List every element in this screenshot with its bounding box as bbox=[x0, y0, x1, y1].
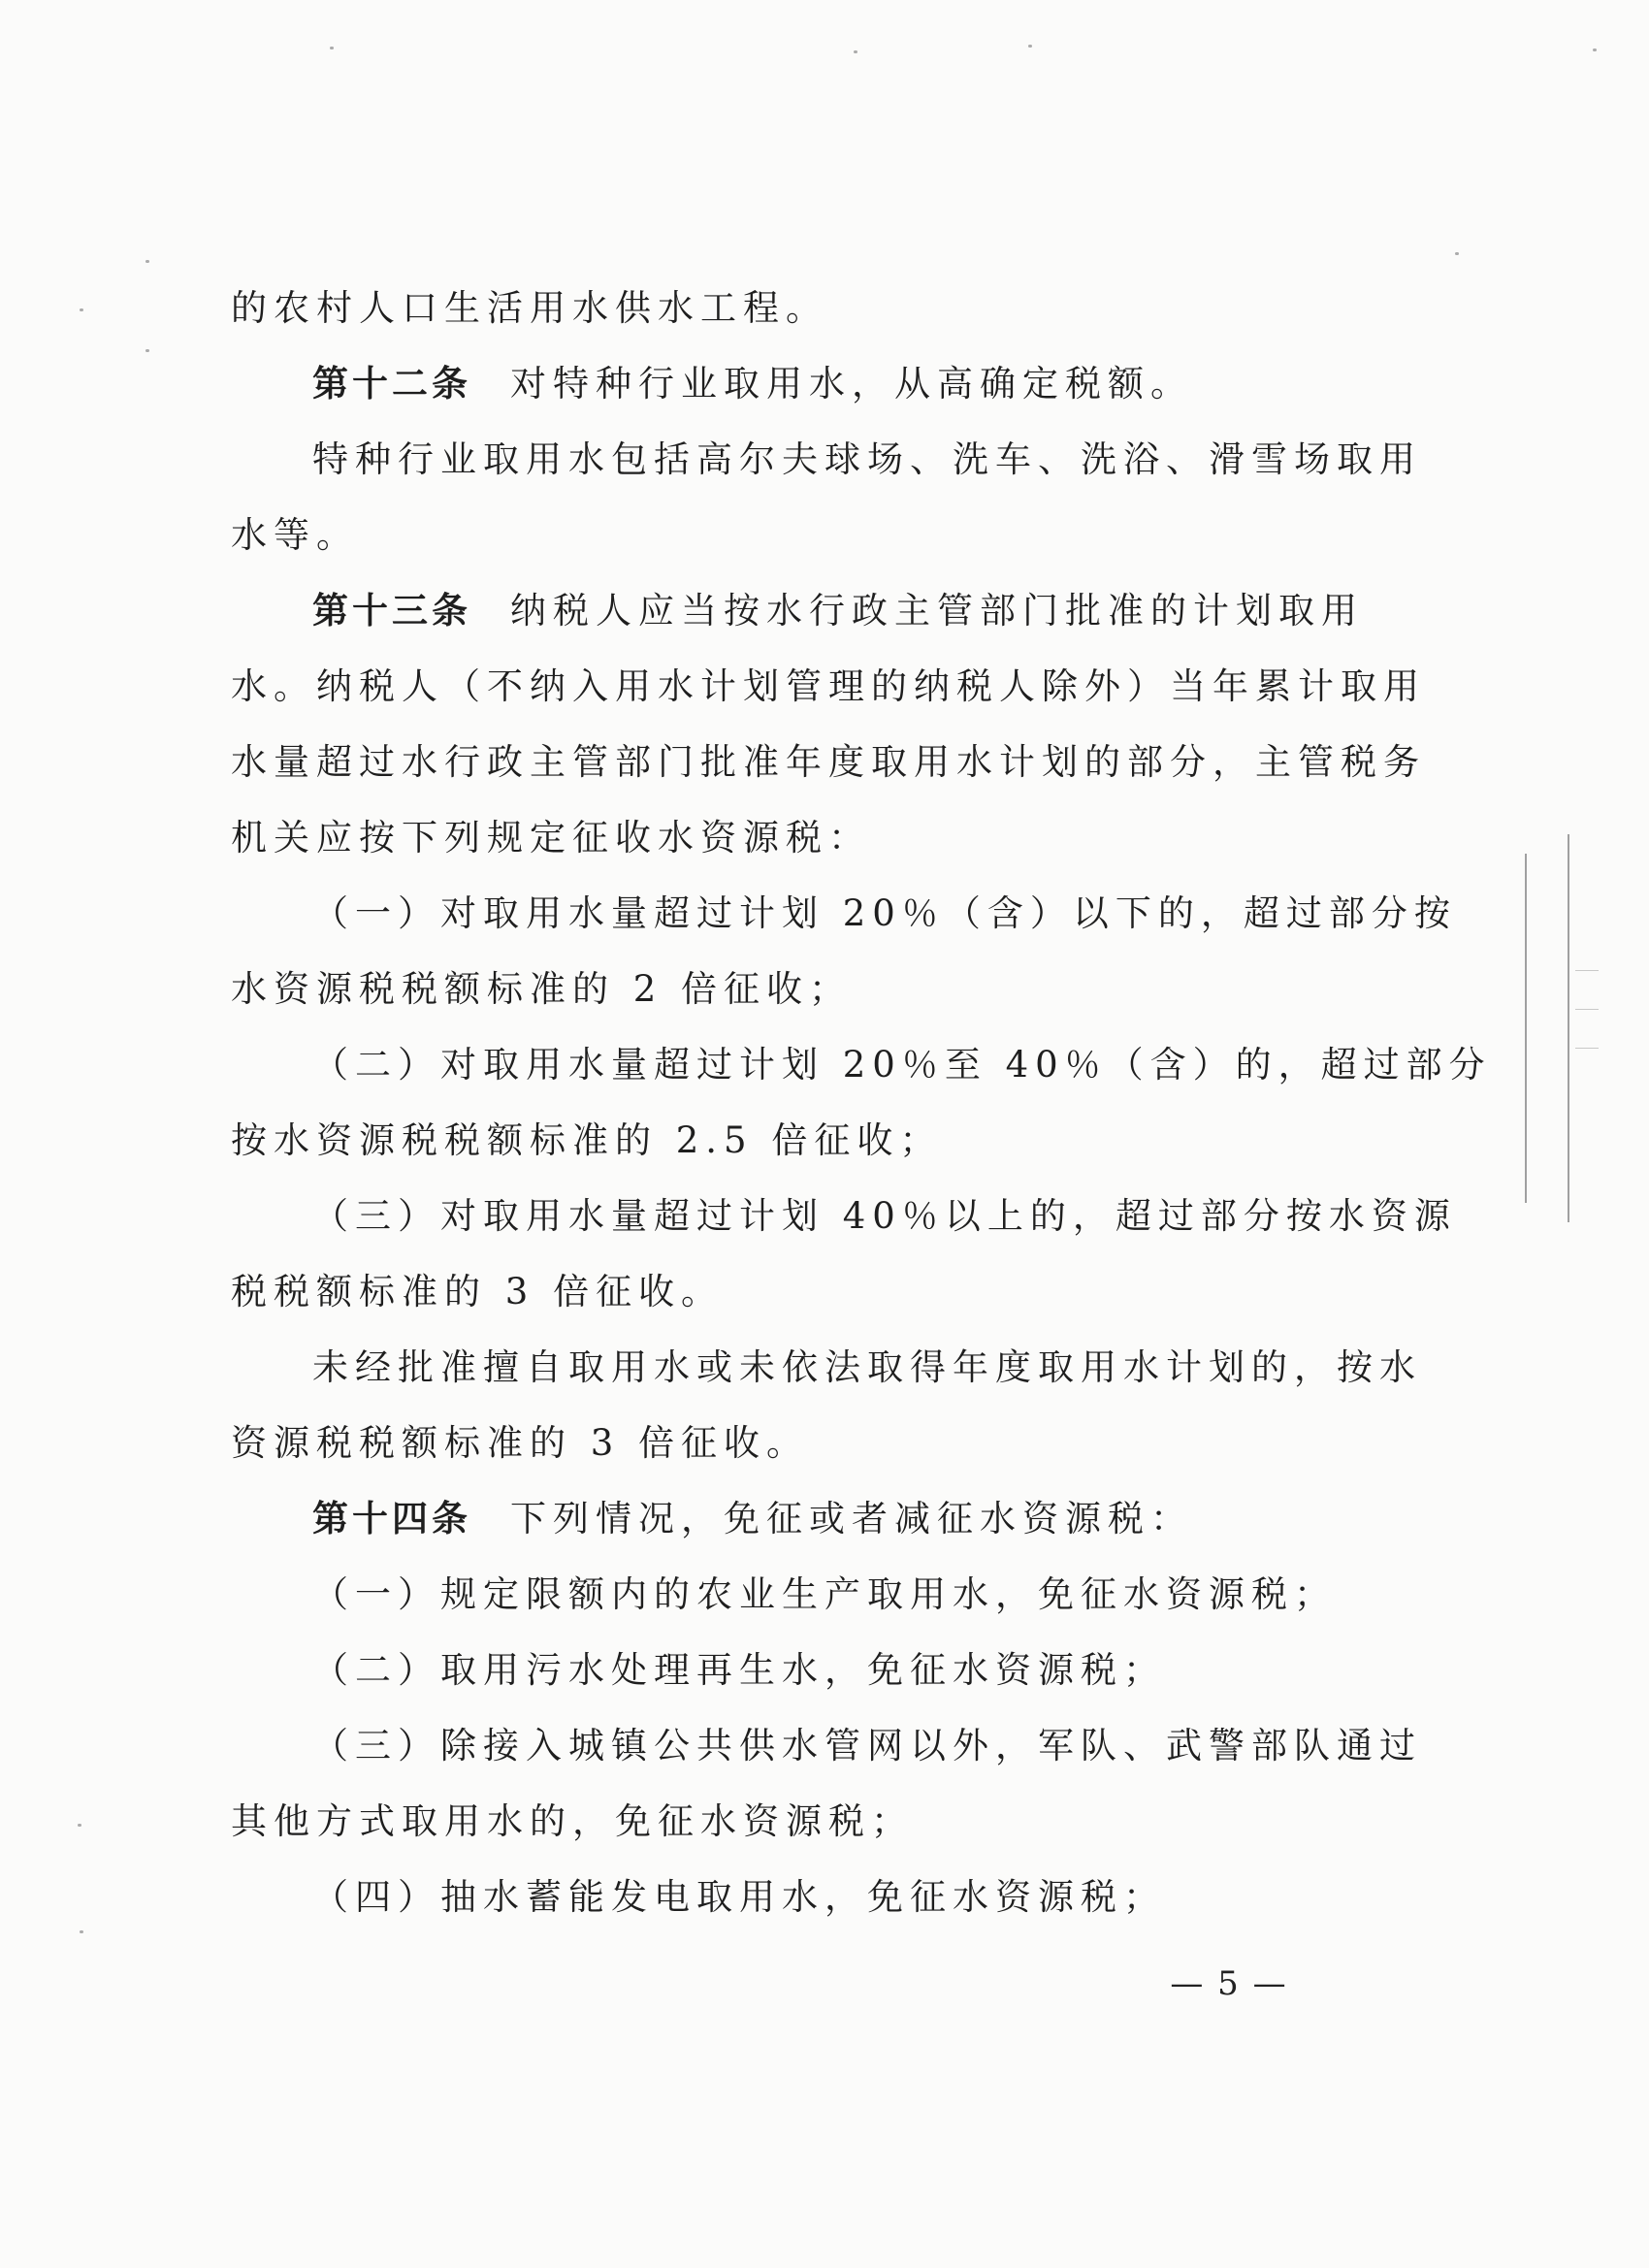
page-number: — 5 — bbox=[1170, 1964, 1288, 2003]
line-text: 对特种行业取用水，从高确定税额。 bbox=[510, 363, 1193, 405]
scan-edge-mark bbox=[1525, 854, 1527, 1203]
scan-speck bbox=[330, 47, 334, 49]
line-text: 特种行业取用水包括高尔夫球场、洗车、洗浴、滑雪场取用 bbox=[312, 438, 1422, 480]
text-line bbox=[231, 350, 1337, 426]
line-text: 资源税税额标准的 3 倍征收。 bbox=[231, 1422, 810, 1464]
line-text: 水资源税税额标准的 2 倍征收； bbox=[231, 968, 853, 1010]
text-line bbox=[231, 1334, 1422, 1409]
scan-speck bbox=[1455, 252, 1459, 255]
text-line bbox=[231, 577, 1364, 653]
scan-speck bbox=[80, 308, 83, 311]
text-line bbox=[231, 1485, 1337, 1561]
text-line bbox=[231, 1409, 1337, 1485]
line-text: 水量超过水行政主管部门批准年度取用水计划的部分，主管税务 bbox=[231, 741, 1426, 783]
text-line bbox=[231, 1788, 1337, 1863]
line-text: （四）抽水蓄能发电取用水，免征水资源税； bbox=[312, 1876, 1166, 1918]
text-line bbox=[231, 653, 1426, 729]
text-line bbox=[231, 880, 1457, 956]
text-line bbox=[231, 1183, 1457, 1258]
scan-speck bbox=[146, 260, 149, 263]
scan-edge-mark bbox=[1575, 1009, 1599, 1010]
text-line bbox=[231, 1107, 1337, 1183]
text-line bbox=[231, 956, 1337, 1031]
text-line bbox=[231, 729, 1426, 804]
text-line bbox=[231, 1863, 1337, 1939]
line-text: （一）对取用水量超过计划 20％（含）以下的，超过部分按 bbox=[312, 892, 1457, 934]
line-text: 税税额标准的 3 倍征收。 bbox=[231, 1271, 725, 1312]
line-text: （三）除接入城镇公共供水管网以外，军队、武警部队通过 bbox=[312, 1725, 1422, 1766]
article-heading: 第十四条 bbox=[312, 1498, 471, 1539]
line-text: 未经批准擅自取用水或未依法取得年度取用水计划的，按水 bbox=[312, 1346, 1422, 1388]
line-text: 纳税人应当按水行政主管部门批准的计划取用 bbox=[510, 590, 1364, 632]
document-body bbox=[231, 275, 1492, 1939]
line-text: （二）取用污水处理再生水，免征水资源税； bbox=[312, 1649, 1166, 1691]
text-line bbox=[231, 426, 1422, 502]
scan-edge-mark bbox=[1568, 834, 1569, 1222]
line-text: 机关应按下列规定征收水资源税： bbox=[231, 817, 871, 859]
line-text: 水。纳税人（不纳入用水计划管理的纳税人除外）当年累计取用 bbox=[231, 665, 1426, 707]
text-line bbox=[231, 1258, 1337, 1334]
text-line bbox=[231, 502, 1337, 577]
scan-speck bbox=[80, 1930, 83, 1933]
text-line bbox=[231, 804, 1337, 880]
line-text: （二）对取用水量超过计划 20％至 40％（含）的，超过部分 bbox=[312, 1044, 1492, 1085]
line-text: 按水资源税税额标准的 2.5 倍征收； bbox=[231, 1119, 943, 1161]
line-text: （一）规定限额内的农业生产取用水，免征水资源税； bbox=[312, 1573, 1337, 1615]
line-text: 的农村人口生活用水供水工程。 bbox=[231, 287, 828, 329]
line-text: 下列情况，免征或者减征水资源税： bbox=[510, 1498, 1193, 1539]
line-text: 其他方式取用水的，免征水资源税； bbox=[231, 1800, 914, 1842]
scan-edge-mark bbox=[1575, 1048, 1599, 1049]
text-line bbox=[231, 1561, 1337, 1636]
text-line bbox=[231, 1636, 1337, 1712]
scan-speck bbox=[1593, 49, 1597, 51]
scan-speck bbox=[1028, 45, 1032, 48]
text-line bbox=[231, 275, 1337, 350]
article-heading: 第十二条 bbox=[312, 363, 471, 405]
line-text: 水等。 bbox=[231, 514, 359, 556]
scan-speck bbox=[78, 1824, 81, 1827]
text-line bbox=[231, 1031, 1492, 1107]
scan-edge-mark bbox=[1575, 970, 1599, 971]
line-text: （三）对取用水量超过计划 40％以上的，超过部分按水资源 bbox=[312, 1195, 1457, 1237]
text-line bbox=[231, 1712, 1422, 1788]
scan-speck bbox=[854, 50, 857, 53]
scan-speck bbox=[146, 349, 149, 352]
article-heading: 第十三条 bbox=[312, 590, 471, 632]
